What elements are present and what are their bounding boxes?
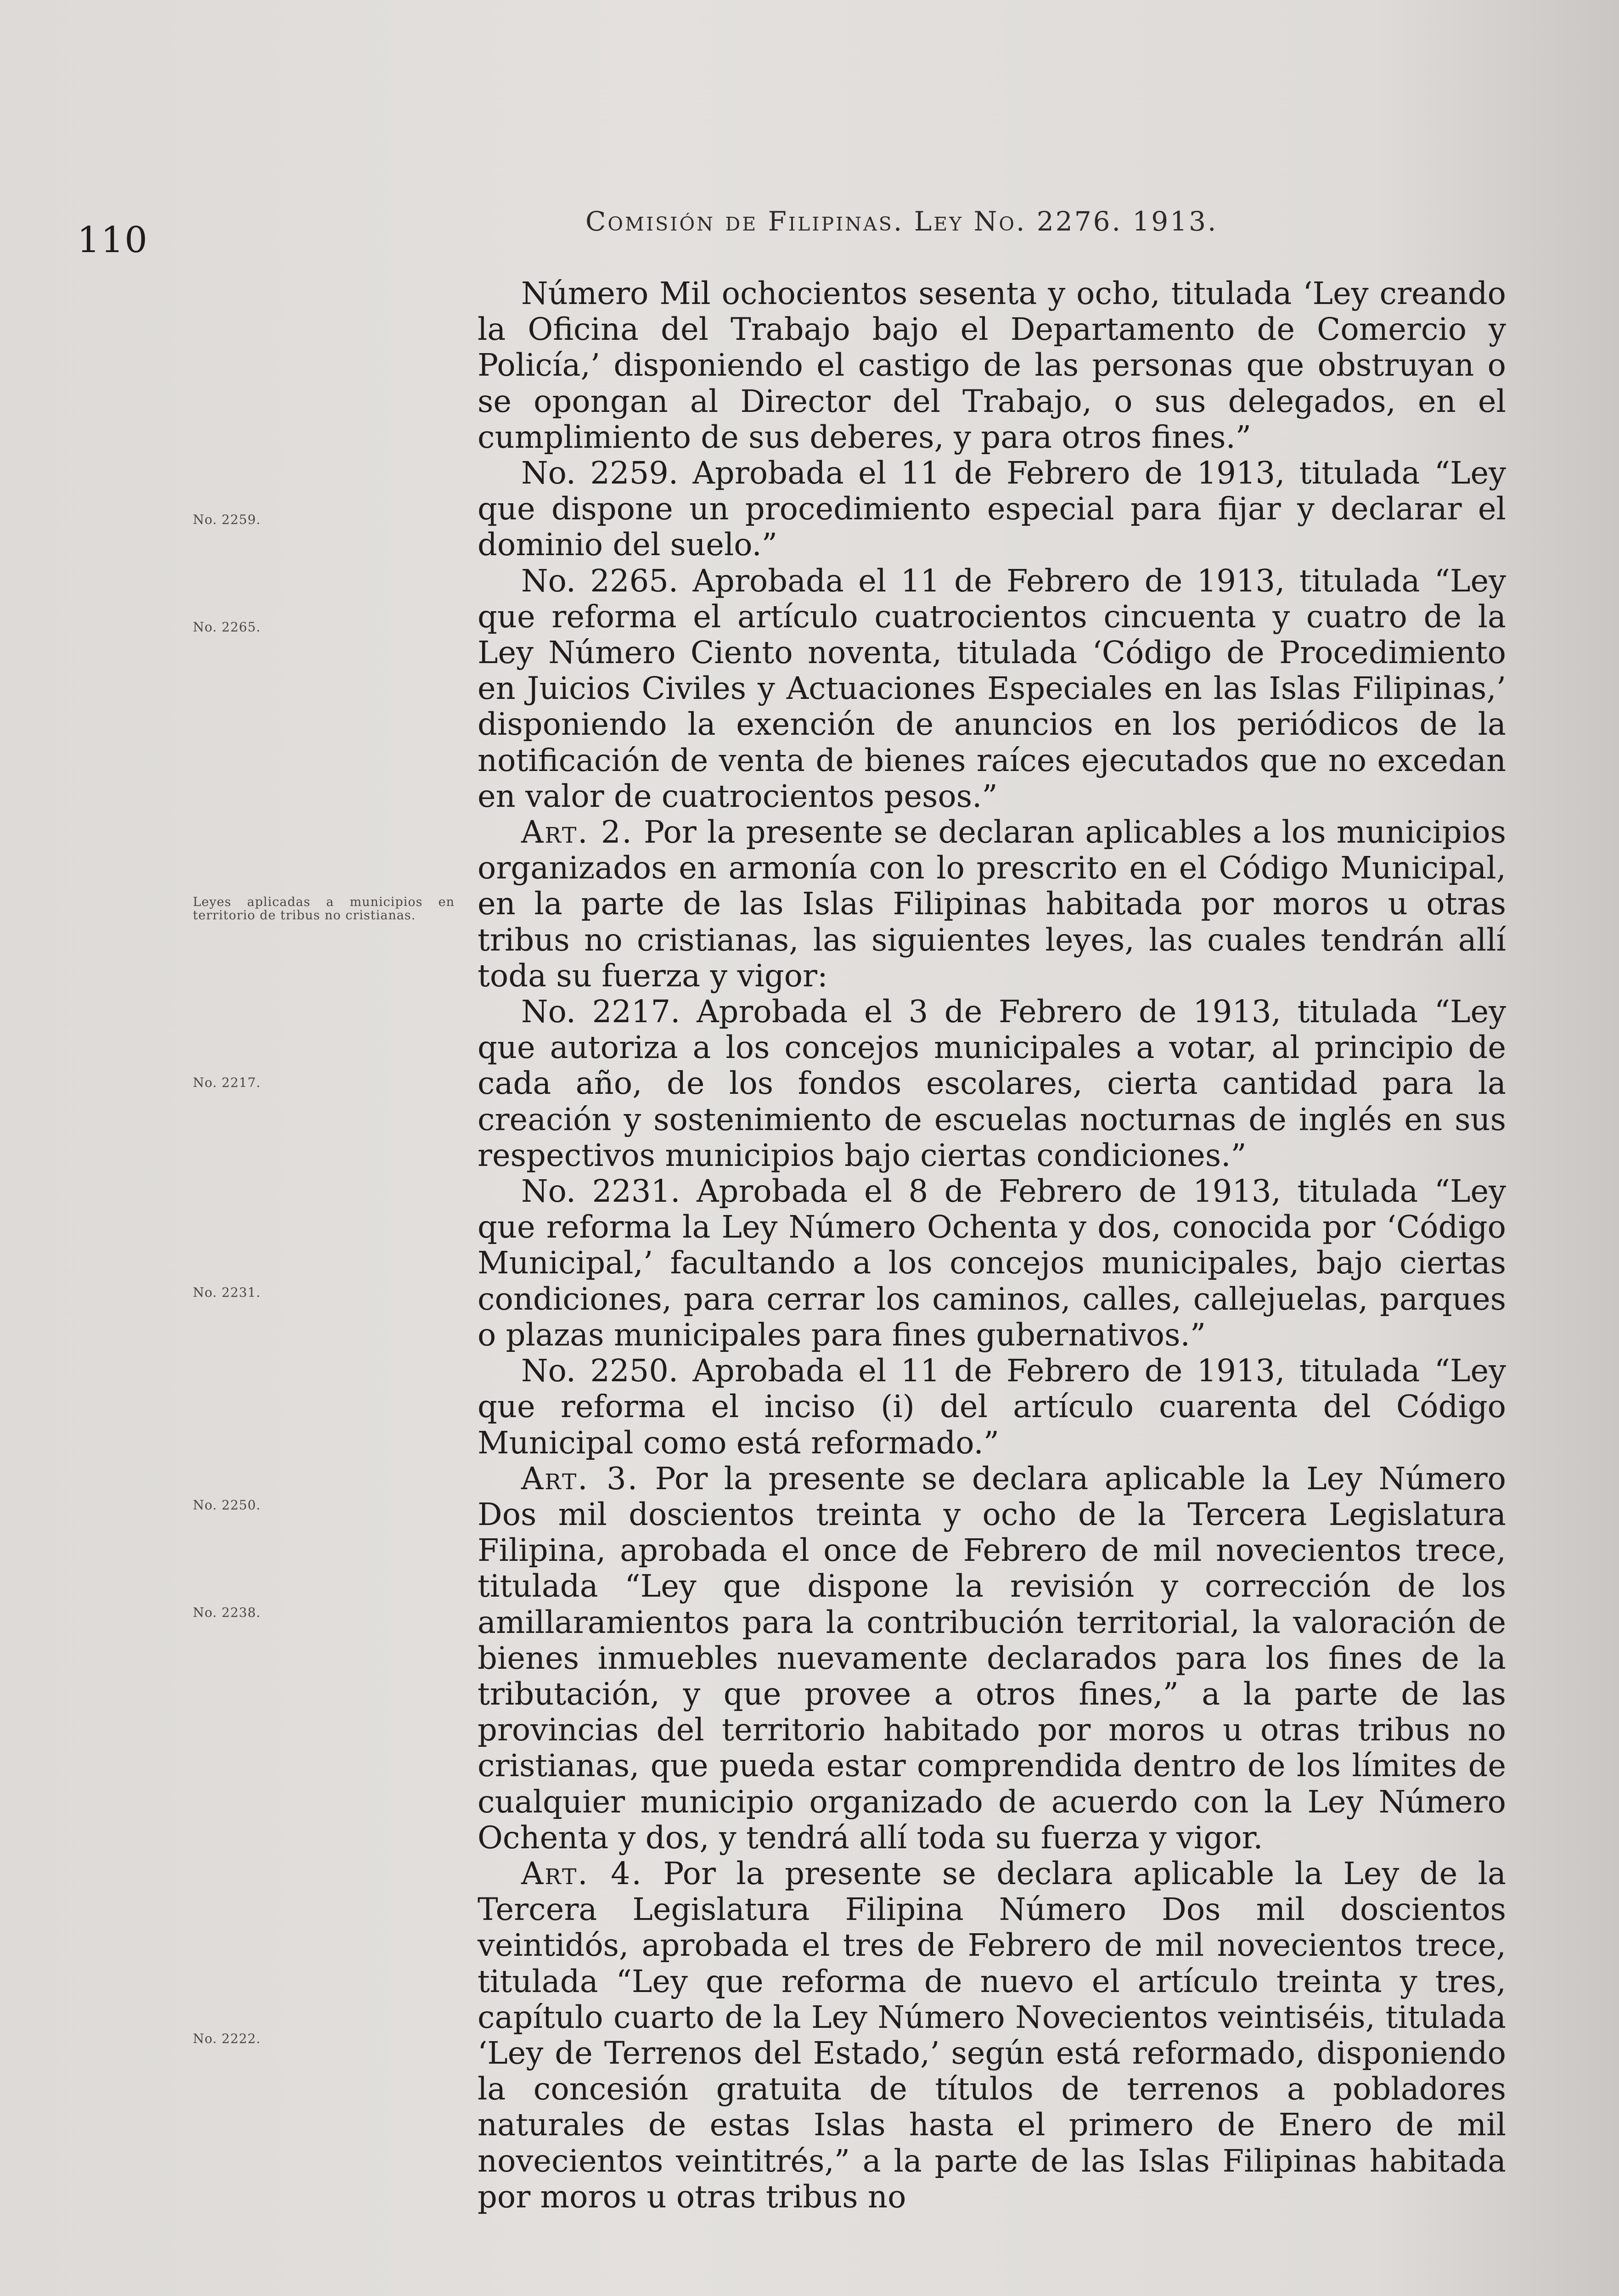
margin-note-2231: No. 2231.	[193, 1285, 261, 1300]
paragraph-art-4	[478, 1856, 1506, 2215]
paragraph-ley-2231: No. 2231. Aprobada el 8 de Febrero de 1913, titulada “Ley que reforma la Ley Número Ochenta y dos, conocida por ‘Código Municipal,’ facultando a los concejos municipales, bajo ciertas condiciones, para cerrar los caminos, calles, callejuelas, parques o plazas municipales para fines gubernativos.”	[478, 1173, 1506, 1353]
paragraph-art-2	[478, 814, 1506, 994]
paragraph-ley-2259: No. 2259. Aprobada el 11 de Febrero de 1913, titulada “Ley que dispone un procedimiento especial para fijar y declarar el dominio del suelo.”	[478, 455, 1506, 563]
article-label: Art. 2.	[521, 814, 633, 850]
paragraph-art-3	[478, 1461, 1506, 1856]
margin-note-2222: No. 2222.	[193, 2031, 261, 2046]
article-text: Por la presente se declaran aplicables a los municipios organizados en armonía con lo prescrito en el Código Municipal, en la parte de las Islas Filipinas habitada por moros u otras tribus no cristianas, las siguientes leyes, las cuales tendrán allí toda su fuerza y vigor:	[478, 814, 1506, 994]
margin-note-2250: No. 2250.	[193, 1497, 261, 1513]
margin-note-leyes-aplicadas: Leyes aplicadas a municipios en territorio de tribus no cristianas.	[193, 895, 455, 923]
margin-note-2238: No. 2238.	[193, 1605, 261, 1620]
page-number: 110	[77, 219, 148, 261]
body-text	[478, 276, 1506, 2215]
paragraph-ley-2217: No. 2217. Aprobada el 3 de Febrero de 1913, titulada “Ley que autoriza a los concejos municipales a votar, al principio de cada año, de los fondos escolares, cierta cantidad para la creación y sostenimiento de escuelas nocturnas de inglés en sus respectivos municipios bajo ciertas condiciones.”	[478, 994, 1506, 1173]
article-text: Por la presente se declara aplicable la Ley de la Tercera Legislatura Filipina Número Dos mil doscientos veintidós, aprobada el tres de Febrero de mil novecientos trece, titulada “Ley que reforma de nuevo el artículo treinta y tres, capítulo cuarto de la Ley Número Novecientos veintiséis, titulada ‘Ley de Terrenos del Estado,’ según está reformado, disponiendo la concesión gratuita de títulos de terrenos a pobladores naturales de estas Islas hasta el primero de Enero de mil novecientos veintitrés,” a la parte de las Islas Filipinas habitada por moros u otras tribus no	[478, 1855, 1506, 2215]
margin-note-2265: No. 2265.	[193, 619, 261, 635]
article-label: Art. 4.	[521, 1855, 643, 1891]
paragraph-ley-2265: No. 2265. Aprobada el 11 de Febrero de 1913, titulada “Ley que reforma el artículo cuatrocientos cincuenta y cuatro de la Ley Número Ciento noventa, titulada ‘Código de Procedimiento en Juicios Civiles y Actuaciones Especiales en las Islas Filipinas,’ disponiendo la exención de anuncios en los periódicos de la notificación de venta de bienes raíces ejecutados que no excedan en valor de cuatrocientos pesos.”	[478, 563, 1506, 814]
article-text: Por la presente se declara aplicable la Ley Número Dos mil doscientos treinta y ocho de la Tercera Legislatura Filipina, aprobada el once de Febrero de mil novecientos trece, titulada “Ley que dispone la revisión y corrección de los amillaramientos para la contribución territorial, la valoración de bienes inmuebles nuevamente declarados para los fines de la tributación, y que provee a otros fines,” a la parte de las provincias del territorio habitado por moros u otras tribus no cristianas, que pueda estar comprendida dentro de los límites de cualquier municipio organizado de acuerdo con la Ley Número Ochenta y dos, y tendrá allí toda su fuerza y vigor.	[478, 1460, 1506, 1856]
article-label: Art. 3.	[521, 1460, 639, 1497]
paragraph-continuation: Número Mil ochocientos sesenta y ocho, titulada ‘Ley creando la Oficina del Trabajo bajo el Departamento de Comercio y Policía,’ disponiendo el castigo de las personas que obstruyan o se opongan al Director del Trabajo, o sus delegados, en el cumplimiento de sus deberes, y para otros fines.”	[478, 276, 1506, 455]
margin-note-2217: No. 2217.	[193, 1075, 261, 1090]
margin-note-2259: No. 2259.	[193, 512, 261, 527]
running-head: Comisión de Filipinas. Ley No. 2276. 1913.	[585, 206, 1218, 237]
paragraph-ley-2250: No. 2250. Aprobada el 11 de Febrero de 1913, titulada “Ley que reforma el inciso (i) del artículo cuarenta del Código Municipal como está reformado.”	[478, 1353, 1506, 1461]
